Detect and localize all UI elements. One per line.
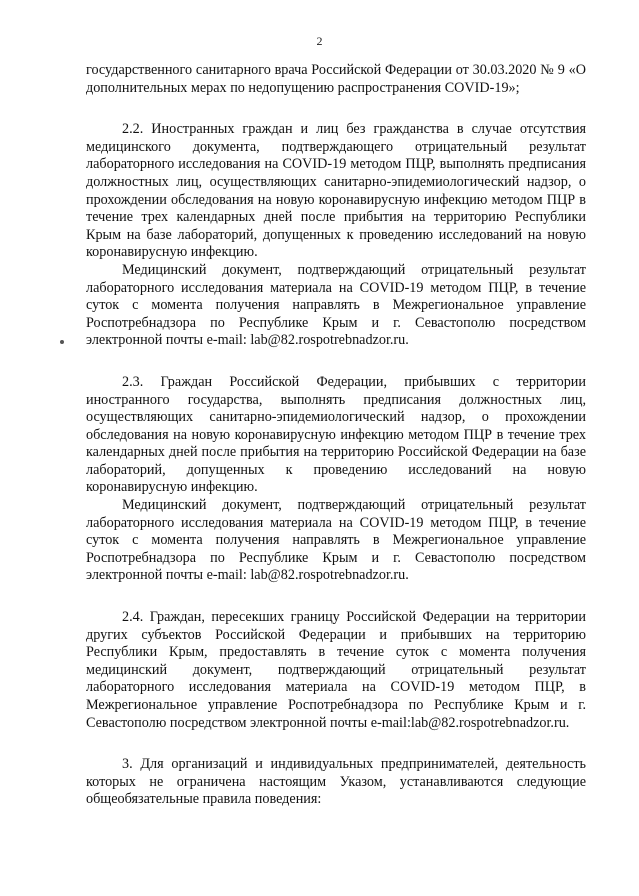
paragraph-2-3-medical-document: Медицинский документ, подтверждающий отрицательный результат лабораторного исследования материала на COVID-19 методом ПЦР, в течение суток с момента получения направлять в Межрегиональное управление Роспотребнадзора по Республике Крым и г. Севастополю посредством электронной почты e-mail: lab@82.rospotrebnadzor.ru. — [86, 497, 586, 584]
paragraph-2-4: 2.4. Граждан, пересекших границу Российской Федерации на территории других субъектов Российской Федерации и прибывших на территорию Республики Крым, предоставлять в течение суток с момента получения медицинский документ, подтверждающий отрицательный результат лабораторного исследования материала на COVID-19 методом ПЦР, в Межрегиональное управление Роспотребнадзора по Республике Крым и г. Севастополю посредством электронной почты e-mail:lab@82.rospotrebnadzor.ru. — [86, 609, 586, 731]
document-body — [86, 62, 586, 809]
paragraph-continuation: государственного санитарного врача Российской Федерации от 30.03.2020 № 9 «О дополнительных мерах по недопущению распространения COVID-19»; — [86, 62, 586, 96]
scan-speck — [60, 340, 64, 344]
paragraph-2-3: 2.3. Граждан Российской Федерации, прибывших с территории иностранного государства, выполнять предписания должностных лиц, осуществляющих санитарно-эпидемиологический надзор, о прохождении обследования на новую коронавирусную инфекцию методом ПЦР в течение трех календарных дней после прибытия на территорию Российской Федерации на базе лабораторий, допущенных к проведению исследований на новую коронавирусную инфекцию. — [86, 373, 586, 496]
page-number: 2 — [316, 34, 323, 48]
paragraph-2-2: 2.2. Иностранных граждан и лиц без гражданства в случае отсутствия медицинского документа, подтверждающего отрицательный результат лабораторного исследования на COVID-19 методом ПЦР, выполнять предписания должностных лиц, осуществляющих санитарно-эпидемиологический надзор, о прохождении обследования на новую коронавирусную инфекцию методом ПЦР в течение трех календарных дней после прибытия на территорию Республики Крым на базе лабораторий, допущенных к проведению исследований на новую коронавирусную инфекцию. — [86, 121, 586, 261]
paragraph-2-2-medical-document: Медицинский документ, подтверждающий отрицательный результат лабораторного исследования материала на COVID-19 методом ПЦР, в течение суток с момента получения направлять в Межрегиональное управление Роспотребнадзора по Республике Крым и г. Севастополю посредством электронной почты e-mail: lab@82.rospotrebnadzor.ru. — [86, 261, 586, 349]
paragraph-3: 3. Для организаций и индивидуальных предпринимателей, деятельность которых не ограничена настоящим Указом, устанавливаются следующие общеобязательные правила поведения: — [86, 756, 586, 808]
